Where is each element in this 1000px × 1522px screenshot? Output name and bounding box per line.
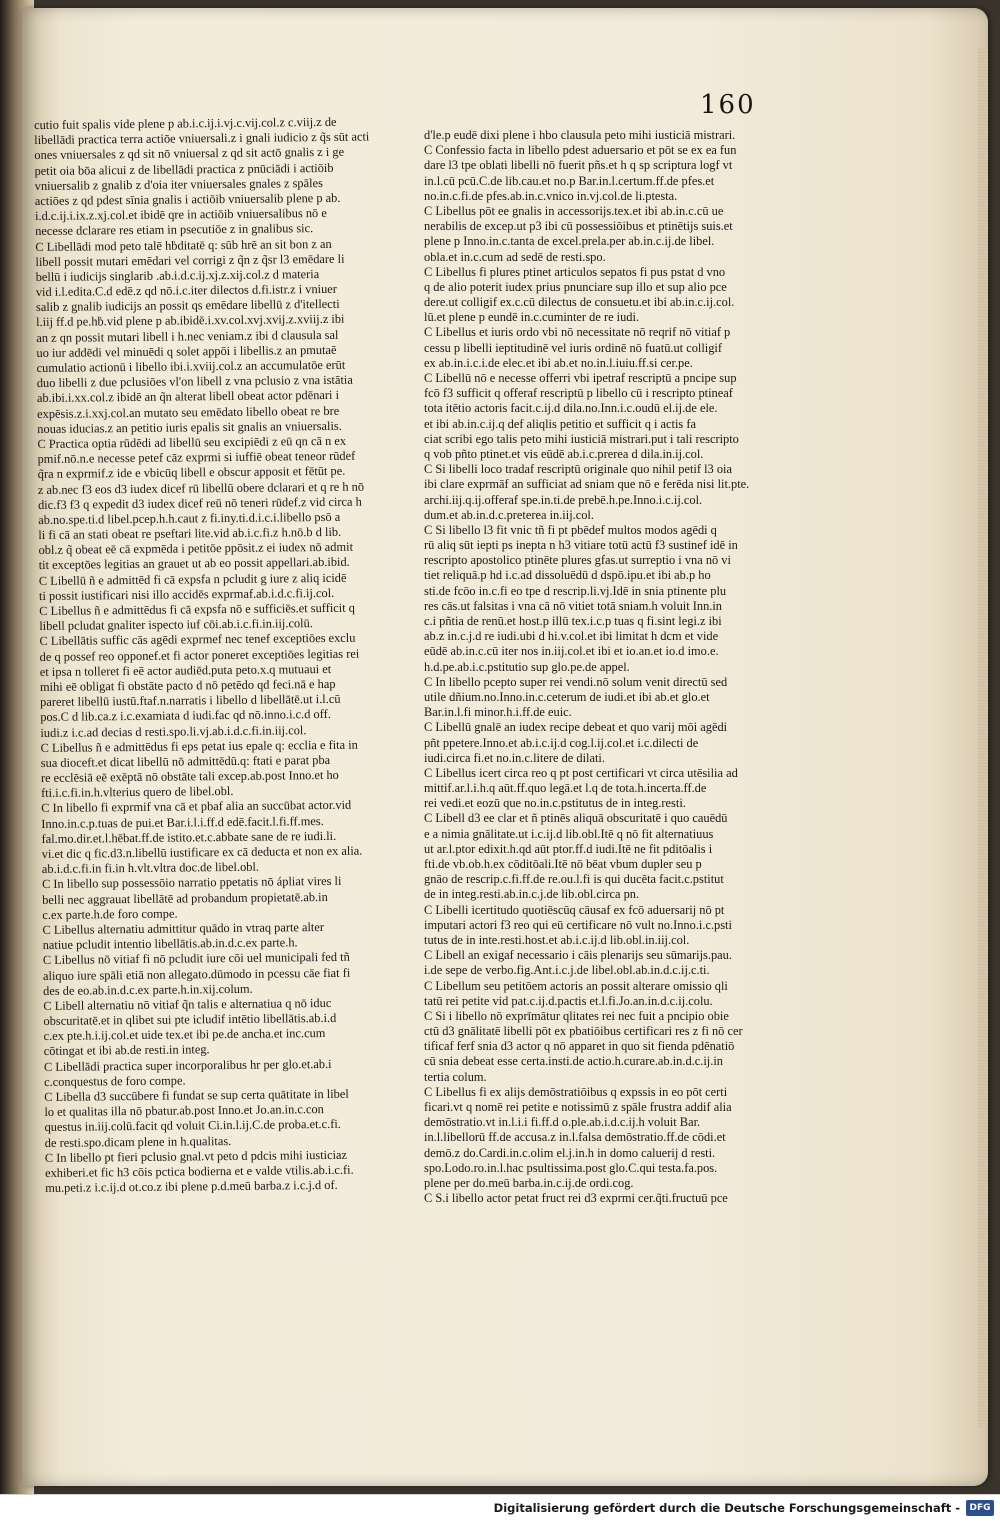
text-line: C Practica optia rūdēdi ad libellū seu excipiēdi z eū qn cā n ex <box>37 433 347 451</box>
text-line: q vob pñto ptinet.et vis eūdē ab.i.c.prerea d dila.in.ij.col. <box>424 446 704 461</box>
text-line: li fi cā an stati obeat re pseftari lite.vid ab.i.c.fi.z h.nō.b d lib. <box>38 524 342 543</box>
text-line: de in integ.resti.ab.in.c.j.de lib.obl.circa pn. <box>424 887 640 902</box>
text-line: vniuersalib z gnalib z d'oia iter vniuersales gnales z spāles <box>34 175 323 193</box>
text-line: C Libellus et iuris ordo vbi nō necessitate nō reqrif nō vitiaf p <box>424 325 731 340</box>
text-line: sua dioceft.et dicat libellū nō admittēdū.q: ftati e parat pba <box>40 752 331 770</box>
footer-bar <box>0 1494 1000 1522</box>
text-line: re ecclēsiā eē exēptā nō obstāte tali excep.ab.post Inno.et ho <box>40 767 339 786</box>
text-line: pareret libellū iustū.ftaf.n.narratis i libello d libellātē.ut i.l.cū <box>40 691 341 710</box>
text-line: gnāo de rescrip.c.fi.ff.de re.ou.l.fi is qui ducēta facit.c.pstitut <box>424 872 724 887</box>
text-line: C Libellādi practica super incorporalibus hr per glo.et.ab.i <box>43 1056 332 1074</box>
text-line: belli nec aggrauat libellātē ad probandum propietatē.ab.in <box>42 889 328 907</box>
text-line: C In libello pcepto super rei vendi.nō solum venit directū sed <box>424 674 728 689</box>
text-line: actiōes z qd pdest sīnia gnalis i actiōib vniuersalib plene p ab. <box>34 190 341 208</box>
text-line: aliquo iure spāli etiā non allegato.dūmodo in pcessu cāe fiat fi <box>42 965 351 983</box>
text-line: in.l.libellorū ff.de accusa.z in.l.falsa demōstratio.ff.de cōdi.et <box>424 1130 726 1145</box>
text-line: C Libellādi mod peto talē hḃditatē q: sūb hrē an sit bon z an <box>35 236 332 254</box>
text-line: C In libello pt fieri pclusio gnal.vt peto d pdcis mihi iusticiaz <box>44 1147 348 1165</box>
text-line: ciat scribi ego talis peto mihi iusticiā mistrari.put i tali rescripto <box>424 431 739 446</box>
text-line: plene p Inno.in.c.tanta de excel.prela.per ab.in.c.ij.de libel. <box>424 234 715 249</box>
text-line: rescripto apostolico ptinēte plures gfas.ut surreptio i vna nō vi <box>424 553 731 568</box>
text-line: spo.Lodo.ro.in.l.hac psultissima.post glo.C.qui testa.fa.pos. <box>424 1160 718 1175</box>
text-line: C Confessio facta in libello pdest aduersario et pōt se ex ea fun <box>424 143 737 158</box>
text-line: ab.z in.c.j.d re iudi.ubi d hi.v.col.et ibi limitat h dcm et vide <box>424 629 719 644</box>
text-line: cessu p libelli ieptitudinē vel iuris ordinē nō fuatū.ut colligif <box>424 340 723 355</box>
text-line: de resti.spo.dicam plene in h.qualitas. <box>44 1133 232 1150</box>
text-line: C S.i libello actor petat fruct rei d3 exprmi cer.q̃ti.fructuū pce <box>424 1191 728 1206</box>
text-line: i.d.c.ij.i.ix.z.xj.col.et ibidē qre in actiōib vniuersalibus nō e <box>34 206 327 224</box>
text-line: C Libellus alternatiu admittitur quādo in vtraq parte alter <box>42 919 325 937</box>
text-line: fti.de vb.ob.h.ex cōditōali.Itē nō bēat vbum dupler seu p <box>424 857 702 871</box>
text-line: C Libell an exigaf necessario i cāis plenarijs seu sūmarijs.pau. <box>424 948 732 963</box>
text-line: tificaf ferf snia d3 actor q nō apparet in quo sit fienda pdēnatiō <box>424 1039 735 1054</box>
text-line: eūdē ab.in.c.cū iter nos in.iij.col.et ibi et io.an.et io.d imo.e. <box>424 644 719 659</box>
text-line: dere.ut colligif ex.c.cū dilectus de consuetu.et ibi ab.in.c.ij.col. <box>424 295 735 310</box>
text-line: libell pcludat gnaliter ispecto iuf cōi.ab.i.c.fi.in.iij.colū. <box>39 616 313 634</box>
page-number: 160 <box>700 90 756 120</box>
text-line: archi.iij.q.ij.offeraf spe.in.ti.de prebē.h.pe.Inno.i.c.ij.col. <box>424 492 703 507</box>
text-line: fcō f3 sufficit q offeraf rescriptū p libello cū i rescripto ptineaf <box>424 386 733 401</box>
text-line: salib z gnalib iudicijs an possit qs emēdare libellū z d'itellecti <box>35 297 340 315</box>
text-line: C Libellus pōt ee gnalis in accessorijs.tex.et ibi ab.in.c.cū ue <box>424 203 724 218</box>
text-line: res cās.ut falsitas i vna cā nō vitiet totā sniam.h voluit Inn.in <box>424 598 722 613</box>
text-line: ab.ibi.i.xx.col.z ibidē an q̃n alterat libell obeat actor pdēnari i <box>36 388 340 406</box>
text-line: dic.f3 f3 q expedit d3 iudex dicef reū nō teneri rūdef.z vid circa h <box>37 494 362 512</box>
text-line: questus in.iij.colū.facit qd voluit Ci.in.l.ij.C.de proba.et.c.fi. <box>44 1117 341 1135</box>
text-line: tota itētio actoris facit.c.ij.d dila.no.Inn.i.c.oudū el.ij.de ele. <box>424 401 718 416</box>
text-line: obla.et in.c.cum ad sedē de resti.spo. <box>424 249 606 264</box>
text-line: Inno.in.c.p.tuas de pui.et Bar.i.l.i.ff.d edē.facit.l.fi.ff.mes. <box>41 813 324 831</box>
text-line: utile dñium.no.Inno.in.c.ceterum de iudi.et ibi ab.et glo.et <box>424 689 710 704</box>
text-line: C Libellātis suffic cās agēdi exprmef nec tenef exceptiōes exclu <box>39 631 356 649</box>
text-line: lū.et plene p eundē in.c.cuminter de re iudi. <box>424 310 640 325</box>
text-line: necesse dclarare res etiam in psecutiōe z in gnalibus sic. <box>35 221 314 239</box>
text-line: Bar.in.l.fi minor.h.i.ff.de euic. <box>424 705 572 720</box>
text-line: demōstratio.vt in.l.i.i fi.ff.d o.ple.ab.i.d.c.ij.h voluit Bar. <box>424 1115 701 1130</box>
text-line: mihi eē obligat fi obstāte pacto d nō petēdo qd feci.nā e hap <box>39 676 336 694</box>
text-line: q de alio poterit iudex prius pnunciare sup illo et sup alio pce <box>424 279 727 294</box>
text-line: C In libello fi exprmif vna cā et pbaf alia an succūbat actor.vid <box>41 798 352 816</box>
text-line: C Libellus ñ e admittēdus fi eps petat ius epale q: ecclia e fita in <box>40 737 358 755</box>
text-line: tutus de in inte.resti.host.et ab.i.c.ij.d lib.obl.in.iij.col. <box>424 932 690 947</box>
text-line: fti.i.c.fi.in.h.vlterius quero de libel.obl. <box>40 784 234 801</box>
text-line: C Libelli icertitudo quotiēscūq cāusaf ex fcō aduersarij nō pt <box>424 902 725 917</box>
text-line: obl.z q̃ obeat eē cā expmēda i petitōe ppōsit.z ei iudex nō admit <box>38 539 354 558</box>
text-line: libell possit mutari emēdari vel corrigi z q̃n z q̃sr l3 emēdare li <box>35 251 345 269</box>
text-line: dare l3 tpe oblati libelli nō fuerit pñs.et h q sp scriptura logf vt <box>424 158 733 173</box>
text-line: C In libello sup possessōio narratio ppetatis nō ápliat vires li <box>41 874 342 892</box>
text-line: tiet reliquā.p hd i.c.ad dissoluēdū d dspō.ipu.et ibi ab.p ho <box>424 568 711 583</box>
text-line: d'le.p eudē dixi plene i hbo clausula peto mihi iusticiā mistrari. <box>424 128 736 142</box>
text-line: C Libellū ñ e admittēd fi cā expsfa n pcludit g iure z aliq icidē <box>38 570 347 588</box>
text-line: lo et qualitas illa nō pbatur.ab.post Inno.et Jo.an.in.c.con <box>44 1102 324 1120</box>
text-line: c.i pñtia de renū.et host.p illū tex.i.c.p tuas q fi.sint legi.z ibi <box>424 614 722 628</box>
text-line: libellādi practica terra actiōe vniuersali.z i gnali iudicio z q̃s sūt acti <box>34 129 370 148</box>
text-line: cutio fuit spalis vide plene p ab.i.c.ij.i.vj.c.vij.col.z c.viij.z de <box>34 114 337 132</box>
text-line: C Libellum seu petitōem actoris an possit alterare omissio qli <box>424 978 728 993</box>
text-line: nerabilis de excep.ut p3 ibi cū possessiōibus et ptinētijs suis.et <box>424 219 733 234</box>
text-line: pmif.nō.n.e necesse petef cāz exprmi si iuffiē obeat teneor rūdef <box>37 448 356 467</box>
dfg-logo: DFG <box>966 1500 994 1516</box>
text-line: mu.peti.z i.c.ij.d ot.co.z ibi plene p.d.meū barba.z i.c.j.d of. <box>45 1178 338 1196</box>
text-line: C Libell alternatiu nō vitiaf q̃n talis e alternatiua q nō iduc <box>43 995 332 1013</box>
text-line: plene per do.meū barba.in.c.ij.de ordi.cog. <box>424 1175 634 1190</box>
text-line: no.in.c.fi.de pfes.ab.in.c.vnico in.vj.col.de li.ptesta. <box>424 188 678 203</box>
text-line: pos.C d lib.ca.z i.c.examiata d iudi.fac qd nō.inno.i.c.d off. <box>40 707 331 725</box>
text-line: mittif.ar.l.i.h.q aūt.ff.quo legā.et l.q de tota.h.incerta.ff.de <box>424 781 707 796</box>
text-line: de q possef reo opponef.et fi actor poneret exceptiōes legitias rei <box>39 646 360 664</box>
text-line: pñt ppetere.Inno.et ab.i.c.ij.d cog.l.ij.col.et i.c.dilecti de <box>424 735 699 750</box>
text-line: C Si i libello nō exprīmātur qlitates rei nec fuit a pncipio obie <box>424 1008 729 1023</box>
text-line: tatū rei petite vid pat.c.ij.d.pactis et.l.fi.Jo.an.in.d.c.ij.colu. <box>424 993 713 1008</box>
text-line: demō.z do.Cardi.in.c.olim el.j.in.h in domo caluerij d resti. <box>424 1145 716 1160</box>
text-line: tertia colum. <box>424 1069 487 1084</box>
text-line: C Libellū nō e necesse offerri vbi ipetraf rescriptū a pncipe sup <box>424 371 737 385</box>
text-line: vid i.l.edita.C.d edē.z qd nō.i.c.iter dilectos d.fi.istr.z i vniuer <box>35 281 337 300</box>
text-line: cumulatio actionū i libello ibi.i.xviij.col.z an accumulatōe erūt <box>36 357 346 375</box>
text-line: C Libellus fi plures ptinet articulos sepatos fi pus pstat d vno <box>424 264 726 279</box>
text-line: C Si libelli loco tradaf rescriptū originale quo nihil petif l3 oia <box>424 462 732 477</box>
text-line: ones vniuersales z qd sit nō vniuersal z qd sit actō gnalis z i ge <box>34 145 345 163</box>
text-line: C Libellus fi ex alijs demōstratiōibus q expssis in eo pōt certi <box>424 1084 728 1099</box>
text-line: C Si libello l3 fit vnic tñ fi pt pbēdef multos modos agēdi q <box>424 522 717 537</box>
text-line: ibi clare exprmāf an sufficiat ad sniam que nō e ferēda nisi lit.pte. <box>424 477 750 492</box>
text-line: c.ex parte.h.de foro compe. <box>42 906 178 922</box>
text-line: ut ar.l.ptor edixit.h.qd aūt ptor.ff.d iudi.Itē ne fit pditōalis i <box>424 841 713 856</box>
text-line: in.l.cū pcū.C.de lib.cau.et no.p Bar.in.l.certum.ff.de pfes.et <box>424 173 715 188</box>
text-line: natiue pcludit intentio libellātis.ab.in.d.c.ex parte.h. <box>42 935 298 953</box>
text-line: iudi.z i.c.ad decias d resti.spo.li.vj.ab.i.d.c.fi.in.iij.col. <box>40 722 307 740</box>
text-line: vi.et dic q fic.d3.n.libellū iustificare ex cā deducta et non ex alia. <box>41 843 363 861</box>
text-line: c.conquestus de foro compe. <box>44 1073 186 1089</box>
text-line: C Libellus ñ e admittēdus fi cā expsfa nō e sufficiēs.et sufficit q <box>39 600 355 618</box>
text-line: sti.de fcōo in.c.fi eo tpe d rescrip.li.vj.Idē in snia ptinente plu <box>424 583 727 598</box>
text-line: C Libellus icert circa reo q pt post certificari vt circa utēsilia ad <box>424 765 738 780</box>
text-line: C Libellus nō vitiaf fi nō pcludit iure cōi uel municipali fed tñ <box>42 950 350 968</box>
text-line: q̃ra n exprmif.z ide e vbicūq libell e obscur apposit et fētūt pe. <box>37 464 346 482</box>
text-line: e a nimia gnālitate.ut i.c.ij.d lib.obl.Itē q nō fit alternatiuus <box>424 826 714 841</box>
left-text-column <box>34 114 406 1233</box>
text-line: ctū d3 gnālitatē libelli pōt ex pbatiōibus certificari res z fi nō cer <box>424 1024 743 1039</box>
text-line: ab.i.d.c.fi.in fi.in h.vlt.vltra doc.de libel.obl. <box>41 859 260 877</box>
text-line: expēsis.z.i.xxj.col.an mutato seu emēdato libello obeat re bre <box>37 403 340 421</box>
text-line: cōtingat et ibi ab.de resti.in integ. <box>43 1042 210 1059</box>
text-line: et ipsa n tolleret fi eē actor audiēd.puta peto.x.q mutuaui et <box>39 661 332 679</box>
text-line: l.iij ff.d pe.hḃ.vid plene p ab.ibidē.i.xv.col.xvj.xvij.z.xviij.z ibi <box>36 312 345 330</box>
funding-notice: Digitalisierung gefördert durch die Deutsche Forschungsgemeinschaft - <box>493 1501 960 1515</box>
text-line: C Libella d3 succūbere fi fundat se sup certa quātitate in libel <box>44 1086 349 1104</box>
text-line: bellū i iudicijs singlarib .ab.i.d.c.ij.xj.z.xij.col.z d materia <box>35 266 320 284</box>
page-stack-edge <box>978 48 988 1428</box>
text-line: rū aliq sūt iepti ps inepta n h3 vitiare totū actū f3 sustinef idē in <box>424 538 738 553</box>
text-line: uo iur addēdi vel minuēdi q solet appōi i libellis.z an pmutaē <box>36 342 337 360</box>
text-line: c.ex pte.h.i.ij.col.et uide tex.et ibi pe.de ancha.et inc.cum <box>43 1026 326 1044</box>
text-line: ex ab.in.i.c.i.de elec.et ibi ab.et no.in.l.iuiu.ff.si cer.pe. <box>424 355 693 370</box>
text-line: obscuritatē.et in qlibet sui pte icludif intētio libellātis.ab.i.d <box>43 1010 337 1029</box>
text-line: et ibi ab.in.c.ij.q def aliqlis petitio et sufficit q i actis fa <box>424 416 696 431</box>
text-line: h.d.pe.ab.i.c.pstitutio sup glo.pe.de appel. <box>424 659 630 674</box>
text-line: petit oia bōa alicui z de libellādi practica z pnūciādi i actiōib <box>34 160 334 178</box>
text-line: ti possit iustificari nisi illo accidēs exprmaf.ab.i.d.c.fi.ij.col. <box>38 585 335 603</box>
text-line: iudi.circa fi.et no.in.c.litere de dilati. <box>424 750 605 765</box>
text-line: tit exceptōes legitias an grauet ut ab eo possit appellari.ab.ibid. <box>38 555 350 573</box>
text-line: rei vedi.et eozū que no.in.c.pstitutus de in integ.resti. <box>424 796 686 811</box>
text-line: i.de sepe de verbo.fig.Ant.i.c.j.de libel.obl.ab.in.d.c.ij.c.ti. <box>424 963 710 978</box>
text-line: C Libell d3 ee clar et ñ ptinēs aliquā obscuritatē i quo cauēdū <box>424 811 728 826</box>
right-text-column <box>424 128 780 1248</box>
text-line: cū snia debeat esse certa.insti.de actio.h.curare.ab.in.d.c.ij.in <box>424 1054 723 1069</box>
text-line: an z qn possit mutari libell i h.nec veniam.z ibi d clausula sal <box>36 327 339 345</box>
text-line: exhiberi.et fic h3 cōis pctica bodierna et e valde vtilis.ab.i.c.fi. <box>44 1162 354 1180</box>
text-line: duo libelli z due pclusiōes vl'on libell z vna pclusio z vna istātia <box>36 372 353 391</box>
text-line: des de eo.ab.in.d.c.ex parte.h.in.xij.colum. <box>43 981 253 998</box>
text-line: dum.et ab.in.d.c.preterea in.iij.col. <box>424 507 594 522</box>
text-line: nouas iducias.z an petitio iuris epalis sit gnalis an vniuersalis. <box>37 418 342 436</box>
text-line: fal.mo.dir.et.l.hēbat.ff.de istito.et.c.abbate sane de re iudi.li. <box>41 828 337 846</box>
text-line: ab.no.spe.ti.d libel.pcep.h.h.caut z fi.iny.ti.d.i.c.i.libello psō a <box>38 509 341 527</box>
text-line: ficari.vt q nomē rei petite e notissimū z spāle frustra addif alia <box>424 1100 732 1114</box>
text-line: C Libellū gnalē an iudex recipe debeat et quo varij mōi agēdi <box>424 720 728 735</box>
text-line: imputari actori f3 reo qui eū certificare nō vult no.Inno.i.c.psti <box>424 917 732 932</box>
text-line: z ab.nec f3 eos d3 iudex dicef rū libellū obere dclarari et q re h nō <box>37 479 365 497</box>
